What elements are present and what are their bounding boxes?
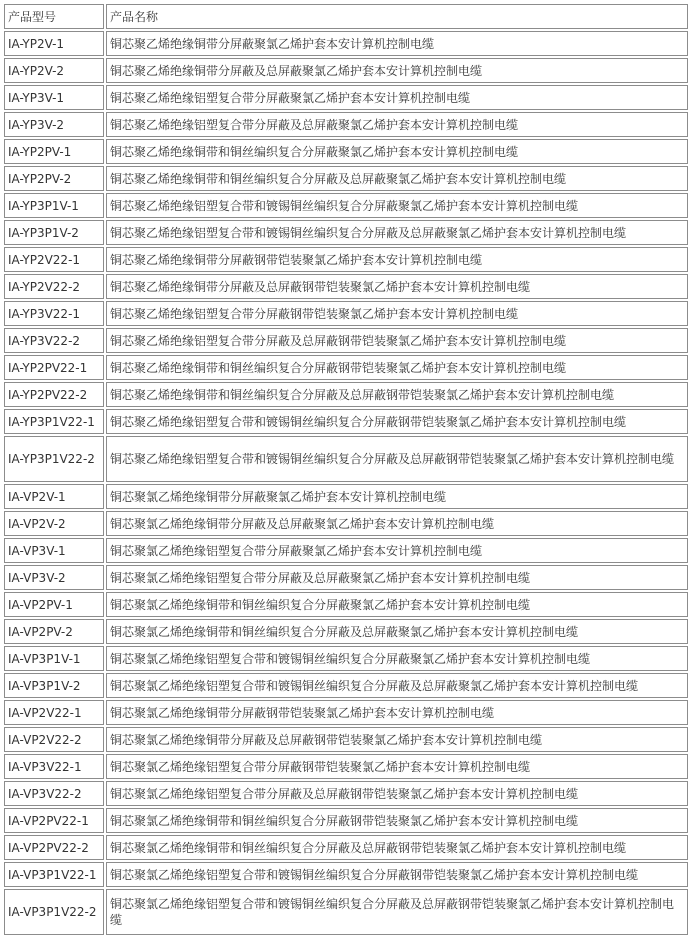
cell-name: 铜芯聚氯乙烯绝缘铜带和铜丝编织复合分屏蔽钢带铠装聚氯乙烯护套本安计算机控制电缆 (106, 808, 688, 833)
cell-name: 铜芯聚乙烯绝缘铝塑复合带和镀锡铜丝编织复合分屏蔽钢带铠装聚氯乙烯护套本安计算机控制电缆 (106, 409, 688, 434)
table-header-row (4, 4, 688, 29)
table-row (4, 409, 688, 434)
cell-model: IA-YP2PV-2 (4, 166, 104, 191)
cell-model: IA-VP2PV22-2 (4, 835, 104, 860)
cell-name: 铜芯聚乙烯绝缘铜带分屏蔽及总屏蔽钢带铠装聚氯乙烯护套本安计算机控制电缆 (106, 274, 688, 299)
product-table (2, 2, 690, 937)
cell-model: IA-YP2V-2 (4, 58, 104, 83)
table-row (4, 193, 688, 218)
cell-name: 铜芯聚氯乙烯绝缘铜带分屏蔽聚氯乙烯护套本安计算机控制电缆 (106, 484, 688, 509)
table-row (4, 727, 688, 752)
cell-name: 铜芯聚乙烯绝缘铝塑复合带分屏蔽及总屏蔽聚氯乙烯护套本安计算机控制电缆 (106, 112, 688, 137)
cell-name: 铜芯聚乙烯绝缘铜带和铜丝编织复合分屏蔽钢带铠装聚氯乙烯护套本安计算机控制电缆 (106, 355, 688, 380)
cell-name: 铜芯聚乙烯绝缘铜带和铜丝编织复合分屏蔽聚氯乙烯护套本安计算机控制电缆 (106, 139, 688, 164)
cell-model: IA-VP3P1V-2 (4, 673, 104, 698)
table-row (4, 592, 688, 617)
cell-model: IA-VP3P1V22-1 (4, 862, 104, 887)
cell-name: 铜芯聚氯乙烯绝缘铜带分屏蔽及总屏蔽钢带铠装聚氯乙烯护套本安计算机控制电缆 (106, 727, 688, 752)
cell-model: IA-VP3V22-1 (4, 754, 104, 779)
table-row (4, 484, 688, 509)
table-row (4, 355, 688, 380)
cell-name: 铜芯聚乙烯绝缘铝塑复合带分屏蔽钢带铠装聚氯乙烯护套本安计算机控制电缆 (106, 301, 688, 326)
cell-model: IA-YP2V22-2 (4, 274, 104, 299)
cell-name: 铜芯聚氯乙烯绝缘铝塑复合带和镀锡铜丝编织复合分屏蔽及总屏蔽钢带铠装聚氯乙烯护套本安计算机控制电缆 (106, 889, 688, 935)
cell-model: IA-YP3P1V22-2 (4, 436, 104, 482)
table-row (4, 247, 688, 272)
cell-model: IA-VP2V-2 (4, 511, 104, 536)
cell-model: IA-YP2PV22-2 (4, 382, 104, 407)
cell-name: 铜芯聚氯乙烯绝缘铜带和铜丝编织复合分屏蔽及总屏蔽钢带铠装聚氯乙烯护套本安计算机控制电缆 (106, 835, 688, 860)
cell-name: 铜芯聚氯乙烯绝缘铝塑复合带分屏蔽及总屏蔽聚氯乙烯护套本安计算机控制电缆 (106, 565, 688, 590)
table-row (4, 274, 688, 299)
table-row (4, 139, 688, 164)
table-row (4, 646, 688, 671)
cell-name: 铜芯聚氯乙烯绝缘铝塑复合带和镀锡铜丝编织复合分屏蔽钢带铠装聚氯乙烯护套本安计算机控制电缆 (106, 862, 688, 887)
cell-model: IA-YP3V-1 (4, 85, 104, 110)
cell-name: 铜芯聚乙烯绝缘铝塑复合带和镀锡铜丝编织复合分屏蔽及总屏蔽钢带铠装聚氯乙烯护套本安计算机控制电缆 (106, 436, 688, 482)
header-model: 产品型号 (4, 4, 104, 29)
cell-name: 铜芯聚乙烯绝缘铝塑复合带分屏蔽及总屏蔽钢带铠装聚氯乙烯护套本安计算机控制电缆 (106, 328, 688, 353)
cell-model: IA-VP3V-2 (4, 565, 104, 590)
table-row (4, 538, 688, 563)
table-row (4, 889, 688, 935)
cell-name: 铜芯聚氯乙烯绝缘铜带分屏蔽钢带铠装聚氯乙烯护套本安计算机控制电缆 (106, 700, 688, 725)
table-row (4, 511, 688, 536)
cell-model: IA-VP2PV22-1 (4, 808, 104, 833)
table-row (4, 565, 688, 590)
table-body (4, 31, 688, 935)
table-row (4, 700, 688, 725)
cell-model: IA-VP2V-1 (4, 484, 104, 509)
cell-model: IA-VP3P1V-1 (4, 646, 104, 671)
cell-name: 铜芯聚乙烯绝缘铝塑复合带和镀锡铜丝编织复合分屏蔽聚氯乙烯护套本安计算机控制电缆 (106, 193, 688, 218)
table-row (4, 619, 688, 644)
cell-name: 铜芯聚氯乙烯绝缘铝塑复合带和镀锡铜丝编织复合分屏蔽及总屏蔽聚氯乙烯护套本安计算机控制电缆 (106, 673, 688, 698)
cell-name: 铜芯聚氯乙烯绝缘铜带和铜丝编织复合分屏蔽及总屏蔽聚氯乙烯护套本安计算机控制电缆 (106, 619, 688, 644)
cell-model: IA-VP2PV-2 (4, 619, 104, 644)
table-row (4, 85, 688, 110)
cell-model: IA-YP2PV22-1 (4, 355, 104, 380)
table-row (4, 328, 688, 353)
cell-name: 铜芯聚氯乙烯绝缘铝塑复合带分屏蔽及总屏蔽钢带铠装聚氯乙烯护套本安计算机控制电缆 (106, 781, 688, 806)
cell-name: 铜芯聚氯乙烯绝缘铜带分屏蔽及总屏蔽聚氯乙烯护套本安计算机控制电缆 (106, 511, 688, 536)
cell-name: 铜芯聚乙烯绝缘铜带分屏蔽及总屏蔽聚氯乙烯护套本安计算机控制电缆 (106, 58, 688, 83)
cell-model: IA-VP3V22-2 (4, 781, 104, 806)
table-row (4, 673, 688, 698)
table-row (4, 31, 688, 56)
cell-model: IA-YP3P1V-1 (4, 193, 104, 218)
table-row (4, 754, 688, 779)
table-row (4, 781, 688, 806)
table-row (4, 835, 688, 860)
table-row (4, 808, 688, 833)
cell-model: IA-VP2PV-1 (4, 592, 104, 617)
header-name: 产品名称 (106, 4, 688, 29)
cell-name: 铜芯聚乙烯绝缘铜带和铜丝编织复合分屏蔽及总屏蔽聚氯乙烯护套本安计算机控制电缆 (106, 166, 688, 191)
cell-model: IA-YP2V22-1 (4, 247, 104, 272)
table-row (4, 58, 688, 83)
cell-model: IA-VP3V-1 (4, 538, 104, 563)
cell-model: IA-VP2V22-1 (4, 700, 104, 725)
cell-model: IA-VP2V22-2 (4, 727, 104, 752)
cell-model: IA-YP3V22-1 (4, 301, 104, 326)
cell-model: IA-YP3V-2 (4, 112, 104, 137)
cell-name: 铜芯聚氯乙烯绝缘铝塑复合带和镀锡铜丝编织复合分屏蔽聚氯乙烯护套本安计算机控制电缆 (106, 646, 688, 671)
cell-model: IA-YP3P1V22-1 (4, 409, 104, 434)
cell-model: IA-YP3P1V-2 (4, 220, 104, 245)
table-row (4, 436, 688, 482)
cell-model: IA-YP2PV-1 (4, 139, 104, 164)
cell-name: 铜芯聚乙烯绝缘铜带分屏蔽聚氯乙烯护套本安计算机控制电缆 (106, 31, 688, 56)
table-row (4, 166, 688, 191)
cell-name: 铜芯聚乙烯绝缘铝塑复合带分屏蔽聚氯乙烯护套本安计算机控制电缆 (106, 85, 688, 110)
cell-model: IA-VP3P1V22-2 (4, 889, 104, 935)
table-row (4, 220, 688, 245)
cell-name: 铜芯聚乙烯绝缘铜带分屏蔽钢带铠装聚氯乙烯护套本安计算机控制电缆 (106, 247, 688, 272)
table-row (4, 382, 688, 407)
cell-name: 铜芯聚氯乙烯绝缘铜带和铜丝编织复合分屏蔽聚氯乙烯护套本安计算机控制电缆 (106, 592, 688, 617)
cell-model: IA-YP2V-1 (4, 31, 104, 56)
cell-name: 铜芯聚乙烯绝缘铜带和铜丝编织复合分屏蔽及总屏蔽钢带铠装聚氯乙烯护套本安计算机控制电缆 (106, 382, 688, 407)
cell-model: IA-YP3V22-2 (4, 328, 104, 353)
cell-name: 铜芯聚乙烯绝缘铝塑复合带和镀锡铜丝编织复合分屏蔽及总屏蔽聚氯乙烯护套本安计算机控制电缆 (106, 220, 688, 245)
table-row (4, 862, 688, 887)
cell-name: 铜芯聚氯乙烯绝缘铝塑复合带分屏蔽聚氯乙烯护套本安计算机控制电缆 (106, 538, 688, 563)
cell-name: 铜芯聚氯乙烯绝缘铝塑复合带分屏蔽钢带铠装聚氯乙烯护套本安计算机控制电缆 (106, 754, 688, 779)
table-row (4, 112, 688, 137)
table-row (4, 301, 688, 326)
